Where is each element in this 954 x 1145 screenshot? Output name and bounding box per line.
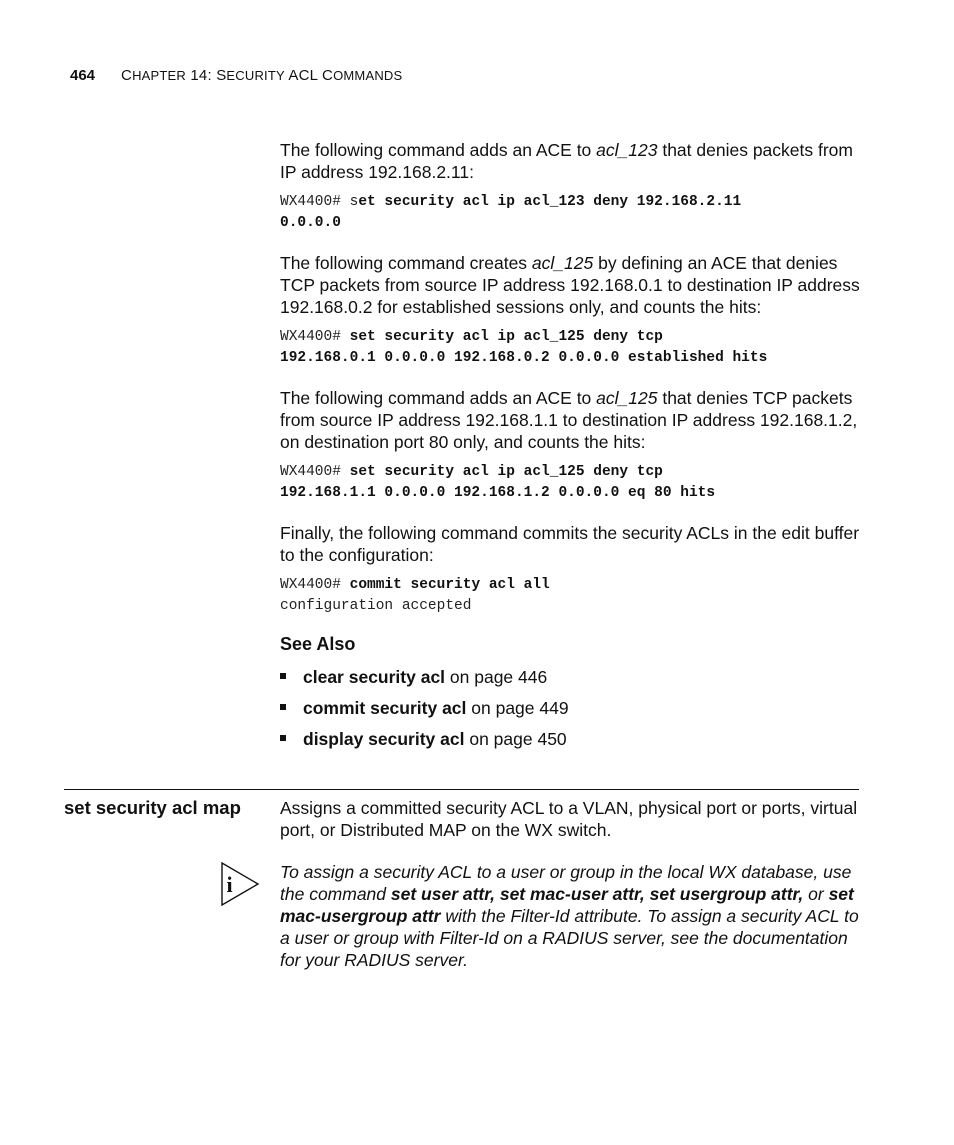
paragraph-2: The following command creates acl_125 by defining an ACE that denies TCP packets from source IP address 192.168.0.1 to destination IP address 192.168.0.2 for established sessions only, and counts the hits: [280,253,860,317]
running-header [70,67,402,84]
bullet-icon [280,704,286,710]
section-title: set security acl map [64,797,241,818]
page-number: 464 [70,67,96,84]
paragraph-1: The following command adds an ACE to acl_123 that denies packets from IP address 192.168.2.11: [280,140,853,182]
see-also-link[interactable]: display security acl [303,729,465,749]
svg-text:i: i [226,872,233,897]
chapter-title: CHAPTER 14: SECURITY ACL COMMANDS [121,67,403,84]
bullet-icon [280,735,286,741]
info-icon [220,862,260,906]
paragraph-3: The following command adds an ACE to acl_125 that denies TCP packets from source IP address 192.168.1.1 to destination IP address 192.168.1.2, on destination port 80 only, and counts the hits: [280,388,858,452]
see-also-item: display security acl on page 450 [280,728,567,750]
see-also-heading: See Also [280,634,356,654]
see-also-item: clear security acl on page 446 [280,666,547,688]
section-divider [64,789,859,790]
bullet-icon [280,673,286,679]
see-also-link[interactable]: clear security acl [303,667,446,687]
note-text: To assign a security ACL to a user or group in the local WX database, use the command set user attr, set mac-user attr, set usergroup attr, or set mac-usergroup attr with the Filter-Id attribute. To assign a security ACL to a user or group with Filter-Id on a RADIUS server, see the documentation for your RADIUS server. [280,862,859,970]
section-description: Assigns a committed security ACL to a VLAN, physical port or ports, virtual port, or Distributed MAP on the WX switch. [280,798,858,840]
code-example-2: WX4400# set security acl ip acl_125 deny tcp 192.168.0.1 0.0.0.0 192.168.0.2 0.0.0.0 established hits [280,329,768,366]
code-example-1: WX4400# set security acl ip acl_123 deny 192.168.2.11 0.0.0.0 [280,194,742,231]
code-example-4: WX4400# commit security acl all configuration accepted [280,577,550,614]
paragraph-4: Finally, the following command commits the security ACLs in the edit buffer to the configuration: [280,523,860,565]
see-also-link[interactable]: commit security acl [303,698,467,718]
see-also-item: commit security acl on page 449 [280,697,569,719]
code-example-3: WX4400# set security acl ip acl_125 deny tcp 192.168.1.1 0.0.0.0 192.168.1.2 0.0.0.0 eq 80 hits [280,464,716,501]
